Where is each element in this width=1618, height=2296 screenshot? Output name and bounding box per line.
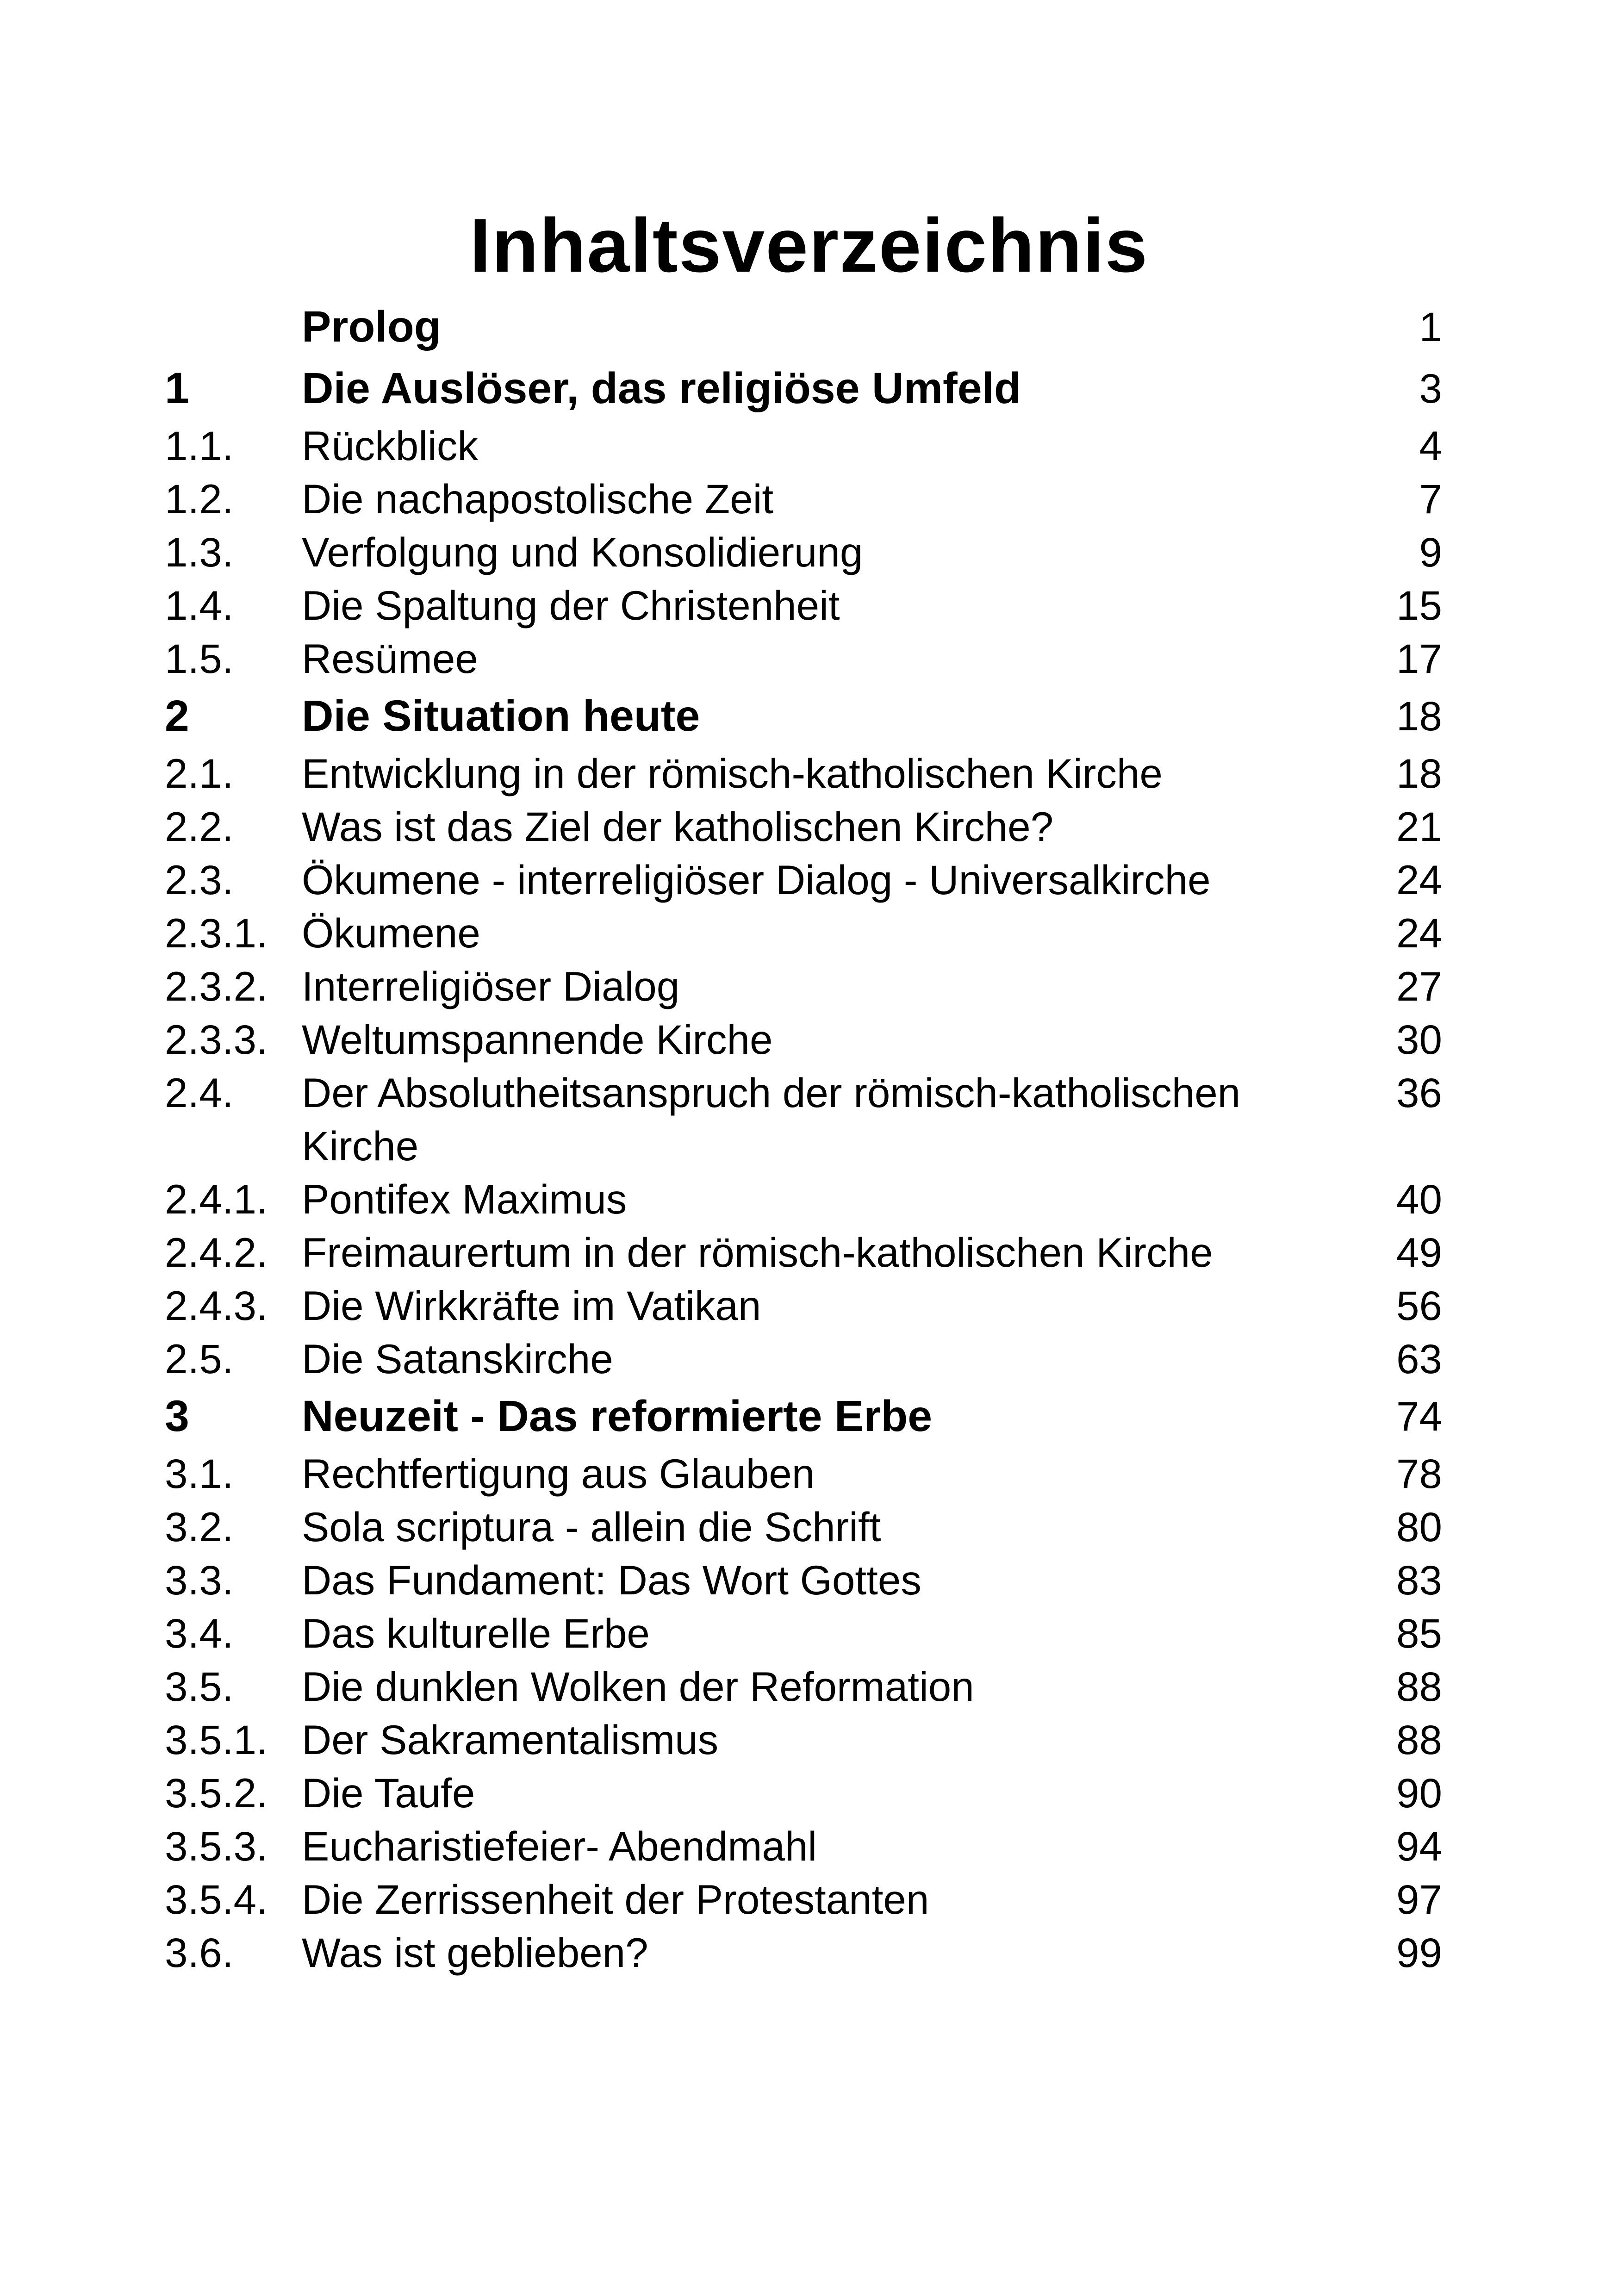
- toc-entry-title: Was ist geblieben?: [302, 1929, 648, 1976]
- toc-entry-number: 2.4.3.: [165, 1282, 268, 1329]
- toc-section-entry: [165, 1607, 1442, 1660]
- toc-entry-number: 3.2.: [165, 1504, 234, 1550]
- toc-entry-page-number: 83: [1396, 1557, 1442, 1603]
- toc-section-entry: [165, 1500, 1442, 1554]
- toc-entry-title: Die Spaltung der Christenheit: [302, 582, 840, 628]
- toc-entry-page-number: 24: [1396, 857, 1442, 903]
- toc-section-entry: [165, 632, 1442, 685]
- toc-section-entry: [165, 960, 1442, 1013]
- toc-entry-page-number: 18: [1396, 693, 1442, 739]
- toc-entry-title: Rückblick: [302, 423, 478, 469]
- toc-entry-page-number: 80: [1396, 1504, 1442, 1550]
- toc-section-entry: [165, 1926, 1442, 1979]
- toc-entry-number: 2.2.: [165, 803, 234, 850]
- toc-entry-title: Der Absolutheitsanspruch der römisch-katholischen Kirche: [302, 1070, 1241, 1169]
- toc-entry-number: 3.3.: [165, 1557, 234, 1603]
- toc-entry-title: Die Situation heute: [302, 691, 700, 740]
- toc-section-entry: [165, 526, 1442, 579]
- toc-entry-page-number: 7: [1419, 476, 1442, 522]
- toc-entry-title: Der Sakramentalismus: [302, 1717, 719, 1763]
- toc-entry-page-number: 78: [1396, 1450, 1442, 1497]
- toc-entry-page-number: 94: [1396, 1823, 1442, 1869]
- toc-section-entry: [165, 1173, 1442, 1226]
- toc-entry-title: Prolog: [302, 302, 441, 351]
- toc-entry-title: Was ist das Ziel der katholischen Kirche?: [302, 803, 1054, 850]
- toc-chapter-entry: [165, 685, 1442, 747]
- toc-entry-number: 3.5.: [165, 1663, 234, 1710]
- toc-section-entry: [165, 1660, 1442, 1713]
- toc-section-entry: [165, 419, 1442, 473]
- toc-section-entry: [165, 1279, 1442, 1332]
- toc-entry-page-number: 30: [1396, 1016, 1442, 1063]
- toc-entry-number: 3: [165, 1392, 189, 1441]
- toc-entry-number: 2.3.3.: [165, 1016, 268, 1063]
- toc-section-entry: [165, 907, 1442, 960]
- toc-entry-page-number: 88: [1396, 1717, 1442, 1763]
- toc-entry-number: 3.6.: [165, 1929, 234, 1976]
- toc-entry-page-number: 36: [1396, 1070, 1442, 1116]
- toc-entry-title: Sola scriptura - allein die Schrift: [302, 1504, 881, 1550]
- toc-section-entry: [165, 579, 1442, 632]
- toc-entry-number: 3.5.3.: [165, 1823, 268, 1869]
- toc-section-entry: [165, 473, 1442, 526]
- toc-entry-number: 2.3.1.: [165, 910, 268, 956]
- toc-entry-number: 1.3.: [165, 529, 234, 575]
- toc-entry-page-number: 9: [1419, 529, 1442, 575]
- toc-entry-number: 1: [165, 364, 189, 413]
- toc-entry-title: Ökumene - interreligiöser Dialog - Universalkirche: [302, 857, 1211, 903]
- toc-section-entry: [165, 853, 1442, 907]
- toc-section-entry: [165, 1332, 1442, 1386]
- toc-entry-page-number: 15: [1396, 582, 1442, 628]
- toc-section-entry: [165, 1767, 1442, 1820]
- toc-entry-page-number: 1: [1419, 304, 1442, 350]
- toc-section-entry: [165, 1226, 1442, 1279]
- toc-entry-number: 2.4.2.: [165, 1229, 268, 1276]
- toc-chapter-entry: [165, 1386, 1442, 1447]
- toc-entry-number: 2.4.1.: [165, 1176, 268, 1222]
- toc-entry-page-number: 85: [1396, 1610, 1442, 1656]
- toc-section-entry: [165, 1713, 1442, 1767]
- toc-entry-title: Die Satanskirche: [302, 1336, 613, 1382]
- toc-section-entry: [165, 1820, 1442, 1873]
- toc-entry-page-number: 99: [1396, 1929, 1442, 1976]
- toc-section-entry: [165, 800, 1442, 853]
- toc-entry-title: Die Zerrissenheit der Protestanten: [302, 1876, 929, 1923]
- toc-entry-number: 2.3.2.: [165, 963, 268, 1009]
- toc-entry-title: Ökumene: [302, 910, 480, 956]
- toc-entry-title: Pontifex Maximus: [302, 1176, 627, 1222]
- toc-section-entry: [165, 1066, 1442, 1173]
- toc-entry-page-number: 24: [1396, 910, 1442, 956]
- toc-entry-page-number: 21: [1396, 803, 1442, 850]
- toc-entry-title: Die dunklen Wolken der Reformation: [302, 1663, 974, 1710]
- toc-entry-title: Das Fundament: Das Wort Gottes: [302, 1557, 921, 1603]
- toc-entry-number: 3.5.4.: [165, 1876, 268, 1923]
- toc-entry-title: Die Wirkkräfte im Vatikan: [302, 1282, 761, 1329]
- toc-entry-number: 3.5.1.: [165, 1717, 268, 1763]
- toc-section-entry: [165, 1554, 1442, 1607]
- page-title: Inhaltsverzeichnis: [469, 203, 1149, 288]
- toc-entry-page-number: 3: [1419, 365, 1442, 411]
- toc-entry-page-number: 90: [1396, 1770, 1442, 1816]
- toc-entry-number: 2.5.: [165, 1336, 234, 1382]
- table-of-contents: [165, 296, 1442, 1979]
- toc-chapter-entry: [165, 358, 1442, 419]
- toc-entry-number: 3.5.2.: [165, 1770, 268, 1816]
- toc-entry-title: Freimaurertum in der römisch-katholischen Kirche: [302, 1229, 1213, 1276]
- toc-entry-page-number: 97: [1396, 1876, 1442, 1923]
- toc-entry-page-number: 27: [1396, 963, 1442, 1009]
- toc-entry-title: Das kulturelle Erbe: [302, 1610, 650, 1656]
- toc-entry-title: Die Auslöser, das religiöse Umfeld: [302, 364, 1021, 413]
- toc-section-entry: [165, 1873, 1442, 1926]
- toc-entry-number: 2.1.: [165, 750, 234, 796]
- toc-section-entry: [165, 747, 1442, 800]
- toc-entry-number: 2.3.: [165, 857, 234, 903]
- toc-entry-number: 3.4.: [165, 1610, 234, 1656]
- toc-entry-title: Resümee: [302, 635, 478, 682]
- toc-entry-page-number: 74: [1396, 1393, 1442, 1439]
- toc-entry-page-number: 56: [1396, 1282, 1442, 1329]
- toc-entry-page-number: 88: [1396, 1663, 1442, 1710]
- toc-entry-title: Neuzeit - Das reformierte Erbe: [302, 1392, 933, 1441]
- toc-entry-number: 1.2.: [165, 476, 234, 522]
- toc-chapter-entry: [165, 296, 1442, 358]
- toc-entry-title: Die Taufe: [302, 1770, 475, 1816]
- toc-entry-page-number: 40: [1396, 1176, 1442, 1222]
- toc-entry-title: Verfolgung und Konsolidierung: [302, 529, 863, 575]
- toc-entry-number: 3.1.: [165, 1450, 234, 1497]
- toc-entry-page-number: 63: [1396, 1336, 1442, 1382]
- toc-entry-title: Entwicklung in der römisch-katholischen Kirche: [302, 750, 1163, 796]
- toc-entry-number: 1.1.: [165, 423, 234, 469]
- toc-entry-number: 2.4.: [165, 1070, 234, 1116]
- toc-entry-page-number: 17: [1396, 635, 1442, 682]
- toc-entry-title: Rechtfertigung aus Glauben: [302, 1450, 815, 1497]
- toc-entry-number: 2: [165, 691, 189, 740]
- toc-entry-title: Eucharistiefeier- Abendmahl: [302, 1823, 817, 1869]
- toc-section-entry: [165, 1013, 1442, 1066]
- toc-entry-number: 1.4.: [165, 582, 234, 628]
- toc-entry-title: Interreligiöser Dialog: [302, 963, 680, 1009]
- toc-entry-page-number: 49: [1396, 1229, 1442, 1276]
- toc-entry-number: 1.5.: [165, 635, 234, 682]
- toc-entry-title: Die nachapostolische Zeit: [302, 476, 774, 522]
- toc-entry-page-number: 4: [1419, 423, 1442, 469]
- toc-section-entry: [165, 1447, 1442, 1500]
- toc-entry-page-number: 18: [1396, 750, 1442, 796]
- toc-entry-title: Weltumspannende Kirche: [302, 1016, 773, 1063]
